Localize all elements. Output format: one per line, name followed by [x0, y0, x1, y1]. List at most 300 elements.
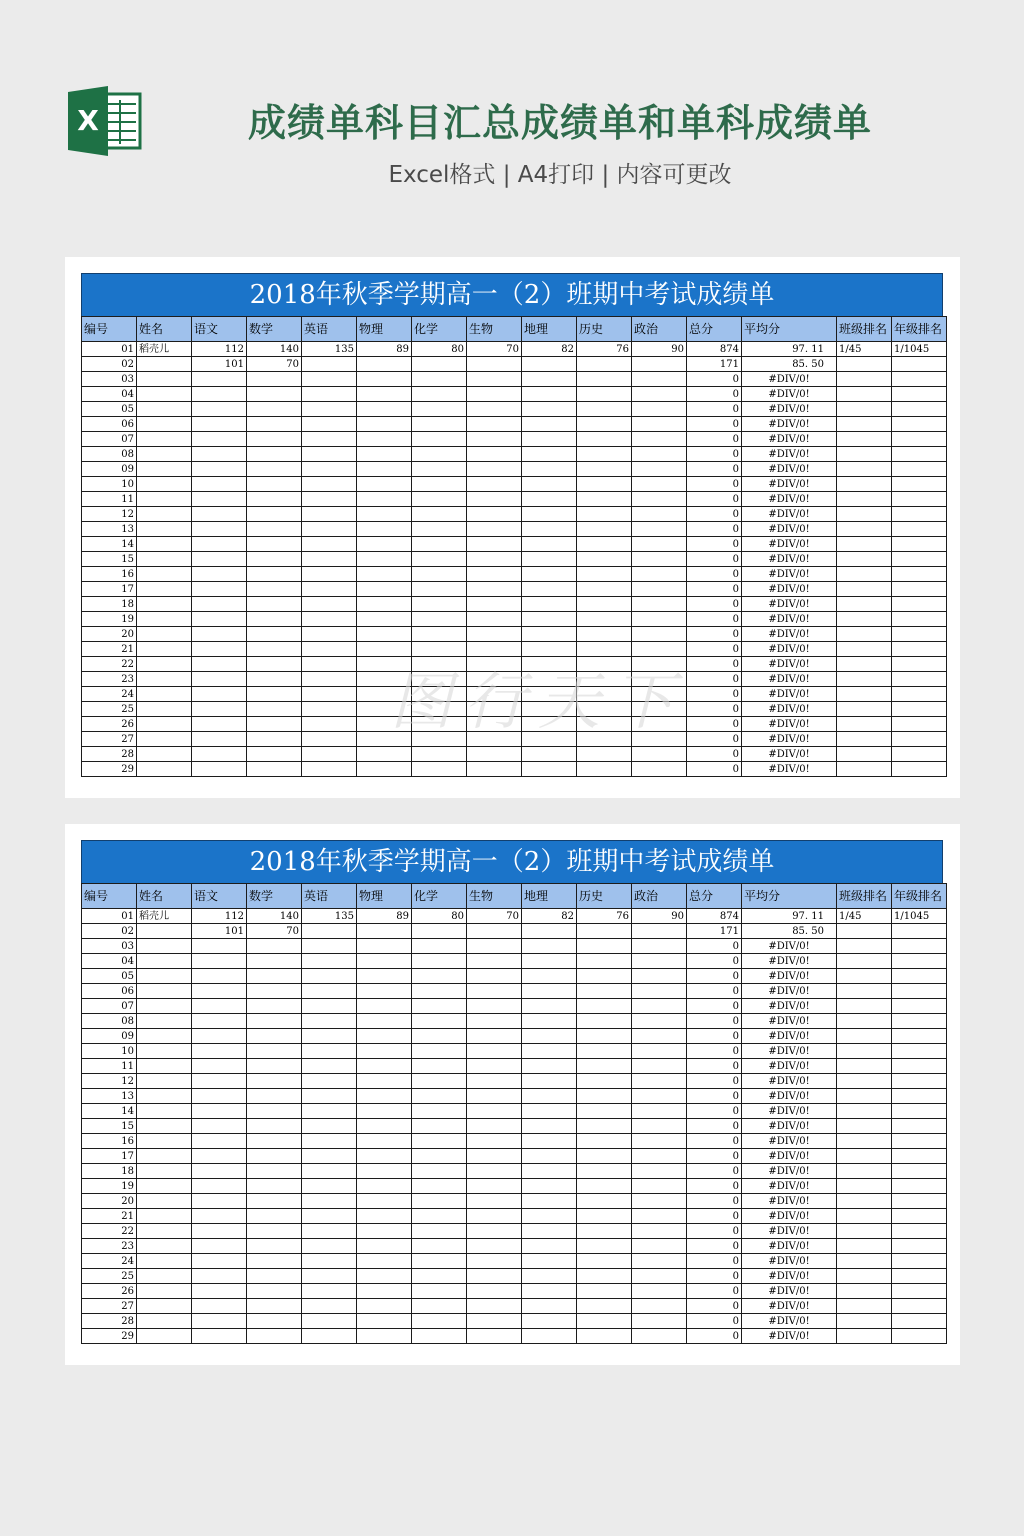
table-cell[interactable]: 70: [467, 342, 522, 357]
table-cell[interactable]: 171: [687, 924, 742, 939]
table-cell[interactable]: 28: [82, 1314, 137, 1329]
table-cell[interactable]: [892, 747, 947, 762]
table-cell[interactable]: [577, 552, 632, 567]
table-cell[interactable]: [632, 1029, 687, 1044]
table-cell[interactable]: 0: [687, 1209, 742, 1224]
table-cell[interactable]: [837, 1209, 892, 1224]
table-cell[interactable]: [302, 492, 357, 507]
table-cell[interactable]: [192, 1044, 247, 1059]
table-cell[interactable]: 97. 11: [742, 342, 837, 357]
table-cell[interactable]: #DIV/0!: [742, 372, 837, 387]
table-cell[interactable]: [892, 1209, 947, 1224]
table-cell[interactable]: [137, 627, 192, 642]
table-cell[interactable]: [522, 1029, 577, 1044]
table-cell[interactable]: [412, 939, 467, 954]
table-cell[interactable]: [247, 372, 302, 387]
table-cell[interactable]: [467, 1299, 522, 1314]
table-cell[interactable]: [522, 612, 577, 627]
table-cell[interactable]: [577, 999, 632, 1014]
table-cell[interactable]: [302, 687, 357, 702]
table-cell[interactable]: [522, 522, 577, 537]
table-cell[interactable]: [892, 984, 947, 999]
table-cell[interactable]: 70: [247, 357, 302, 372]
table-cell[interactable]: [522, 402, 577, 417]
table-cell[interactable]: [837, 402, 892, 417]
table-cell[interactable]: [192, 747, 247, 762]
table-cell[interactable]: #DIV/0!: [742, 747, 837, 762]
table-cell[interactable]: 76: [577, 909, 632, 924]
table-cell[interactable]: [412, 552, 467, 567]
table-cell[interactable]: [302, 969, 357, 984]
table-cell[interactable]: 26: [82, 1284, 137, 1299]
table-cell[interactable]: [467, 612, 522, 627]
table-cell[interactable]: [837, 1224, 892, 1239]
table-cell[interactable]: #DIV/0!: [742, 717, 837, 732]
table-cell[interactable]: [137, 702, 192, 717]
table-cell[interactable]: [357, 417, 412, 432]
table-cell[interactable]: [892, 1074, 947, 1089]
table-cell[interactable]: #DIV/0!: [742, 1269, 837, 1284]
table-cell[interactable]: [247, 1254, 302, 1269]
table-cell[interactable]: [837, 1194, 892, 1209]
table-cell[interactable]: 15: [82, 1119, 137, 1134]
table-cell[interactable]: [467, 657, 522, 672]
table-cell[interactable]: [632, 492, 687, 507]
table-cell[interactable]: [577, 1119, 632, 1134]
table-cell[interactable]: 101: [192, 357, 247, 372]
table-cell[interactable]: [522, 1044, 577, 1059]
table-cell[interactable]: #DIV/0!: [742, 1059, 837, 1074]
table-cell[interactable]: [467, 762, 522, 777]
table-cell[interactable]: [577, 1134, 632, 1149]
table-cell[interactable]: [302, 597, 357, 612]
table-cell[interactable]: [192, 762, 247, 777]
table-cell[interactable]: [137, 612, 192, 627]
table-cell[interactable]: [837, 1164, 892, 1179]
table-cell[interactable]: [837, 939, 892, 954]
table-cell[interactable]: 1/1045: [892, 909, 947, 924]
table-cell[interactable]: [302, 477, 357, 492]
table-cell[interactable]: 0: [687, 747, 742, 762]
table-cell[interactable]: 112: [192, 909, 247, 924]
table-cell[interactable]: [892, 672, 947, 687]
table-cell[interactable]: [412, 1284, 467, 1299]
table-cell[interactable]: 0: [687, 432, 742, 447]
table-cell[interactable]: [247, 552, 302, 567]
table-cell[interactable]: [522, 924, 577, 939]
table-cell[interactable]: [632, 984, 687, 999]
table-cell[interactable]: 80: [412, 909, 467, 924]
table-cell[interactable]: [632, 537, 687, 552]
table-cell[interactable]: 07: [82, 999, 137, 1014]
table-cell[interactable]: [137, 1074, 192, 1089]
table-cell[interactable]: [632, 567, 687, 582]
table-cell[interactable]: [137, 462, 192, 477]
table-cell[interactable]: [137, 939, 192, 954]
table-cell[interactable]: [577, 1299, 632, 1314]
table-cell[interactable]: [357, 1119, 412, 1134]
table-cell[interactable]: [302, 1089, 357, 1104]
table-cell[interactable]: [412, 762, 467, 777]
table-cell[interactable]: [192, 1149, 247, 1164]
table-cell[interactable]: [137, 1134, 192, 1149]
table-cell[interactable]: [577, 1314, 632, 1329]
table-cell[interactable]: 0: [687, 984, 742, 999]
table-cell[interactable]: [467, 522, 522, 537]
table-cell[interactable]: [247, 939, 302, 954]
table-cell[interactable]: [357, 492, 412, 507]
table-cell[interactable]: [192, 1269, 247, 1284]
table-cell[interactable]: [522, 717, 577, 732]
table-cell[interactable]: [412, 672, 467, 687]
table-cell[interactable]: [467, 357, 522, 372]
table-cell[interactable]: [412, 657, 467, 672]
table-cell[interactable]: #DIV/0!: [742, 1254, 837, 1269]
table-cell[interactable]: [247, 1089, 302, 1104]
table-cell[interactable]: 0: [687, 1089, 742, 1104]
table-cell[interactable]: [892, 552, 947, 567]
table-cell[interactable]: [137, 552, 192, 567]
table-cell[interactable]: [632, 954, 687, 969]
table-cell[interactable]: [577, 1029, 632, 1044]
table-cell[interactable]: [412, 1104, 467, 1119]
table-cell[interactable]: [837, 492, 892, 507]
table-cell[interactable]: 28: [82, 747, 137, 762]
table-cell[interactable]: [302, 999, 357, 1014]
table-cell[interactable]: [837, 372, 892, 387]
table-cell[interactable]: [357, 999, 412, 1014]
table-cell[interactable]: [357, 402, 412, 417]
table-cell[interactable]: [467, 1044, 522, 1059]
table-cell[interactable]: #DIV/0!: [742, 732, 837, 747]
table-cell[interactable]: 17: [82, 582, 137, 597]
table-cell[interactable]: 0: [687, 1254, 742, 1269]
table-cell[interactable]: [632, 462, 687, 477]
table-cell[interactable]: 27: [82, 732, 137, 747]
table-cell[interactable]: [632, 1194, 687, 1209]
table-cell[interactable]: [412, 1164, 467, 1179]
table-cell[interactable]: [467, 1224, 522, 1239]
table-cell[interactable]: [467, 1089, 522, 1104]
table-cell[interactable]: [892, 537, 947, 552]
table-cell[interactable]: [192, 582, 247, 597]
table-cell[interactable]: [837, 597, 892, 612]
table-cell[interactable]: 0: [687, 762, 742, 777]
table-cell[interactable]: [837, 627, 892, 642]
table-cell[interactable]: [892, 1299, 947, 1314]
table-cell[interactable]: [412, 1179, 467, 1194]
table-cell[interactable]: [302, 1314, 357, 1329]
table-cell[interactable]: [137, 567, 192, 582]
table-cell[interactable]: [892, 612, 947, 627]
table-cell[interactable]: [467, 462, 522, 477]
table-cell[interactable]: [302, 702, 357, 717]
table-cell[interactable]: [892, 1314, 947, 1329]
table-cell[interactable]: 22: [82, 1224, 137, 1239]
table-cell[interactable]: [577, 657, 632, 672]
table-cell[interactable]: [837, 477, 892, 492]
table-cell[interactable]: 稻壳儿: [137, 342, 192, 357]
table-cell[interactable]: 0: [687, 969, 742, 984]
table-cell[interactable]: [837, 1119, 892, 1134]
table-cell[interactable]: [412, 357, 467, 372]
table-cell[interactable]: [247, 969, 302, 984]
table-cell[interactable]: [632, 1329, 687, 1344]
table-cell[interactable]: [837, 1074, 892, 1089]
table-cell[interactable]: [137, 747, 192, 762]
table-cell[interactable]: [247, 387, 302, 402]
table-cell[interactable]: [577, 939, 632, 954]
table-cell[interactable]: [467, 717, 522, 732]
table-cell[interactable]: [412, 954, 467, 969]
table-cell[interactable]: 0: [687, 1074, 742, 1089]
table-cell[interactable]: [632, 1269, 687, 1284]
table-cell[interactable]: [247, 1209, 302, 1224]
table-cell[interactable]: [357, 1299, 412, 1314]
table-cell[interactable]: [302, 522, 357, 537]
table-cell[interactable]: [302, 732, 357, 747]
table-cell[interactable]: [467, 999, 522, 1014]
table-cell[interactable]: 0: [687, 1119, 742, 1134]
table-cell[interactable]: [577, 627, 632, 642]
table-cell[interactable]: [837, 717, 892, 732]
table-cell[interactable]: [137, 984, 192, 999]
table-cell[interactable]: 0: [687, 954, 742, 969]
table-cell[interactable]: [632, 1059, 687, 1074]
table-cell[interactable]: [247, 1299, 302, 1314]
table-cell[interactable]: [412, 597, 467, 612]
table-cell[interactable]: [137, 1119, 192, 1134]
table-cell[interactable]: 97. 11: [742, 909, 837, 924]
table-cell[interactable]: [892, 1179, 947, 1194]
table-cell[interactable]: [412, 402, 467, 417]
table-cell[interactable]: [837, 1254, 892, 1269]
table-cell[interactable]: [192, 597, 247, 612]
table-cell[interactable]: #DIV/0!: [742, 969, 837, 984]
table-cell[interactable]: [467, 732, 522, 747]
table-cell[interactable]: [892, 1254, 947, 1269]
table-cell[interactable]: [357, 1089, 412, 1104]
table-cell[interactable]: [892, 1269, 947, 1284]
table-cell[interactable]: [302, 924, 357, 939]
table-cell[interactable]: 06: [82, 984, 137, 999]
table-cell[interactable]: [357, 1209, 412, 1224]
table-cell[interactable]: [632, 507, 687, 522]
table-cell[interactable]: 135: [302, 342, 357, 357]
table-cell[interactable]: [412, 1194, 467, 1209]
table-cell[interactable]: [357, 969, 412, 984]
table-cell[interactable]: [467, 924, 522, 939]
table-cell[interactable]: [522, 1089, 577, 1104]
table-cell[interactable]: #DIV/0!: [742, 939, 837, 954]
table-cell[interactable]: [522, 552, 577, 567]
table-cell[interactable]: [577, 1074, 632, 1089]
table-cell[interactable]: [522, 507, 577, 522]
table-cell[interactable]: 70: [247, 924, 302, 939]
table-cell[interactable]: 0: [687, 687, 742, 702]
table-cell[interactable]: 85. 50: [742, 357, 837, 372]
table-cell[interactable]: [302, 717, 357, 732]
table-cell[interactable]: [892, 1284, 947, 1299]
table-cell[interactable]: [192, 954, 247, 969]
table-cell[interactable]: #DIV/0!: [742, 402, 837, 417]
table-cell[interactable]: [412, 984, 467, 999]
table-cell[interactable]: [837, 1104, 892, 1119]
table-cell[interactable]: [302, 1209, 357, 1224]
table-cell[interactable]: [467, 642, 522, 657]
table-cell[interactable]: [522, 1254, 577, 1269]
table-cell[interactable]: [357, 702, 412, 717]
table-cell[interactable]: [892, 1224, 947, 1239]
table-cell[interactable]: 12: [82, 1074, 137, 1089]
table-cell[interactable]: [137, 924, 192, 939]
table-cell[interactable]: 25: [82, 1269, 137, 1284]
table-cell[interactable]: 0: [687, 582, 742, 597]
table-cell[interactable]: #DIV/0!: [742, 1119, 837, 1134]
table-cell[interactable]: [837, 657, 892, 672]
table-cell[interactable]: [632, 687, 687, 702]
table-cell[interactable]: [357, 672, 412, 687]
table-cell[interactable]: 24: [82, 687, 137, 702]
table-cell[interactable]: [357, 1074, 412, 1089]
table-cell[interactable]: 0: [687, 447, 742, 462]
table-cell[interactable]: [357, 657, 412, 672]
table-cell[interactable]: 21: [82, 1209, 137, 1224]
table-cell[interactable]: [247, 1284, 302, 1299]
table-cell[interactable]: [192, 1014, 247, 1029]
table-cell[interactable]: 874: [687, 909, 742, 924]
table-cell[interactable]: [522, 567, 577, 582]
table-cell[interactable]: [577, 732, 632, 747]
table-cell[interactable]: 874: [687, 342, 742, 357]
table-cell[interactable]: [522, 657, 577, 672]
table-cell[interactable]: 135: [302, 909, 357, 924]
table-cell[interactable]: 0: [687, 939, 742, 954]
table-cell[interactable]: [247, 984, 302, 999]
table-cell[interactable]: #DIV/0!: [742, 984, 837, 999]
table-cell[interactable]: [357, 1104, 412, 1119]
table-cell[interactable]: [522, 1314, 577, 1329]
table-cell[interactable]: #DIV/0!: [742, 1284, 837, 1299]
table-cell[interactable]: [467, 552, 522, 567]
table-cell[interactable]: [302, 1014, 357, 1029]
table-cell[interactable]: [632, 1089, 687, 1104]
table-cell[interactable]: [192, 477, 247, 492]
table-cell[interactable]: [302, 1224, 357, 1239]
table-cell[interactable]: [837, 462, 892, 477]
table-cell[interactable]: 0: [687, 402, 742, 417]
table-cell[interactable]: 171: [687, 357, 742, 372]
table-cell[interactable]: 101: [192, 924, 247, 939]
table-cell[interactable]: 11: [82, 1059, 137, 1074]
table-cell[interactable]: [892, 597, 947, 612]
table-cell[interactable]: [137, 717, 192, 732]
table-cell[interactable]: [192, 1194, 247, 1209]
table-cell[interactable]: [137, 1269, 192, 1284]
table-cell[interactable]: [837, 1314, 892, 1329]
table-cell[interactable]: [577, 1104, 632, 1119]
table-cell[interactable]: [192, 672, 247, 687]
table-cell[interactable]: [137, 1209, 192, 1224]
table-cell[interactable]: [192, 447, 247, 462]
table-cell[interactable]: [467, 1164, 522, 1179]
table-cell[interactable]: [247, 1149, 302, 1164]
table-cell[interactable]: 82: [522, 342, 577, 357]
table-cell[interactable]: [247, 762, 302, 777]
table-cell[interactable]: [632, 357, 687, 372]
table-cell[interactable]: [892, 999, 947, 1014]
table-cell[interactable]: [357, 582, 412, 597]
table-cell[interactable]: 07: [82, 432, 137, 447]
table-cell[interactable]: [247, 1224, 302, 1239]
table-cell[interactable]: [837, 969, 892, 984]
table-cell[interactable]: [357, 939, 412, 954]
table-cell[interactable]: [192, 567, 247, 582]
table-cell[interactable]: [522, 1284, 577, 1299]
table-cell[interactable]: 04: [82, 387, 137, 402]
table-cell[interactable]: 14: [82, 1104, 137, 1119]
table-cell[interactable]: [892, 1089, 947, 1104]
table-cell[interactable]: [577, 954, 632, 969]
table-cell[interactable]: [247, 954, 302, 969]
table-cell[interactable]: [137, 492, 192, 507]
table-cell[interactable]: [357, 462, 412, 477]
table-cell[interactable]: [137, 732, 192, 747]
table-cell[interactable]: [137, 642, 192, 657]
table-cell[interactable]: 0: [687, 717, 742, 732]
table-cell[interactable]: [837, 687, 892, 702]
table-cell[interactable]: #DIV/0!: [742, 999, 837, 1014]
table-cell[interactable]: [837, 1059, 892, 1074]
table-cell[interactable]: [192, 1254, 247, 1269]
table-cell[interactable]: 0: [687, 1149, 742, 1164]
table-cell[interactable]: [577, 1224, 632, 1239]
table-cell[interactable]: [522, 627, 577, 642]
table-cell[interactable]: [467, 1254, 522, 1269]
table-cell[interactable]: [412, 432, 467, 447]
table-cell[interactable]: [137, 522, 192, 537]
table-cell[interactable]: [837, 387, 892, 402]
table-cell[interactable]: #DIV/0!: [742, 462, 837, 477]
table-cell[interactable]: 24: [82, 1254, 137, 1269]
table-cell[interactable]: [892, 702, 947, 717]
table-cell[interactable]: [192, 537, 247, 552]
table-cell[interactable]: [522, 1119, 577, 1134]
table-cell[interactable]: [632, 522, 687, 537]
table-cell[interactable]: 01: [82, 909, 137, 924]
table-cell[interactable]: [137, 1104, 192, 1119]
table-cell[interactable]: [467, 582, 522, 597]
table-cell[interactable]: #DIV/0!: [742, 1209, 837, 1224]
table-cell[interactable]: [412, 1149, 467, 1164]
table-cell[interactable]: [137, 1059, 192, 1074]
table-cell[interactable]: [412, 627, 467, 642]
table-cell[interactable]: [467, 1329, 522, 1344]
table-cell[interactable]: [302, 552, 357, 567]
table-cell[interactable]: #DIV/0!: [742, 432, 837, 447]
table-cell[interactable]: [192, 1089, 247, 1104]
table-cell[interactable]: [467, 477, 522, 492]
table-cell[interactable]: [632, 597, 687, 612]
table-cell[interactable]: [522, 1194, 577, 1209]
table-cell[interactable]: [357, 1239, 412, 1254]
table-cell[interactable]: [302, 462, 357, 477]
table-cell[interactable]: 0: [687, 1179, 742, 1194]
table-cell[interactable]: 0: [687, 372, 742, 387]
table-cell[interactable]: [632, 1314, 687, 1329]
table-cell[interactable]: [522, 984, 577, 999]
table-cell[interactable]: [192, 1284, 247, 1299]
